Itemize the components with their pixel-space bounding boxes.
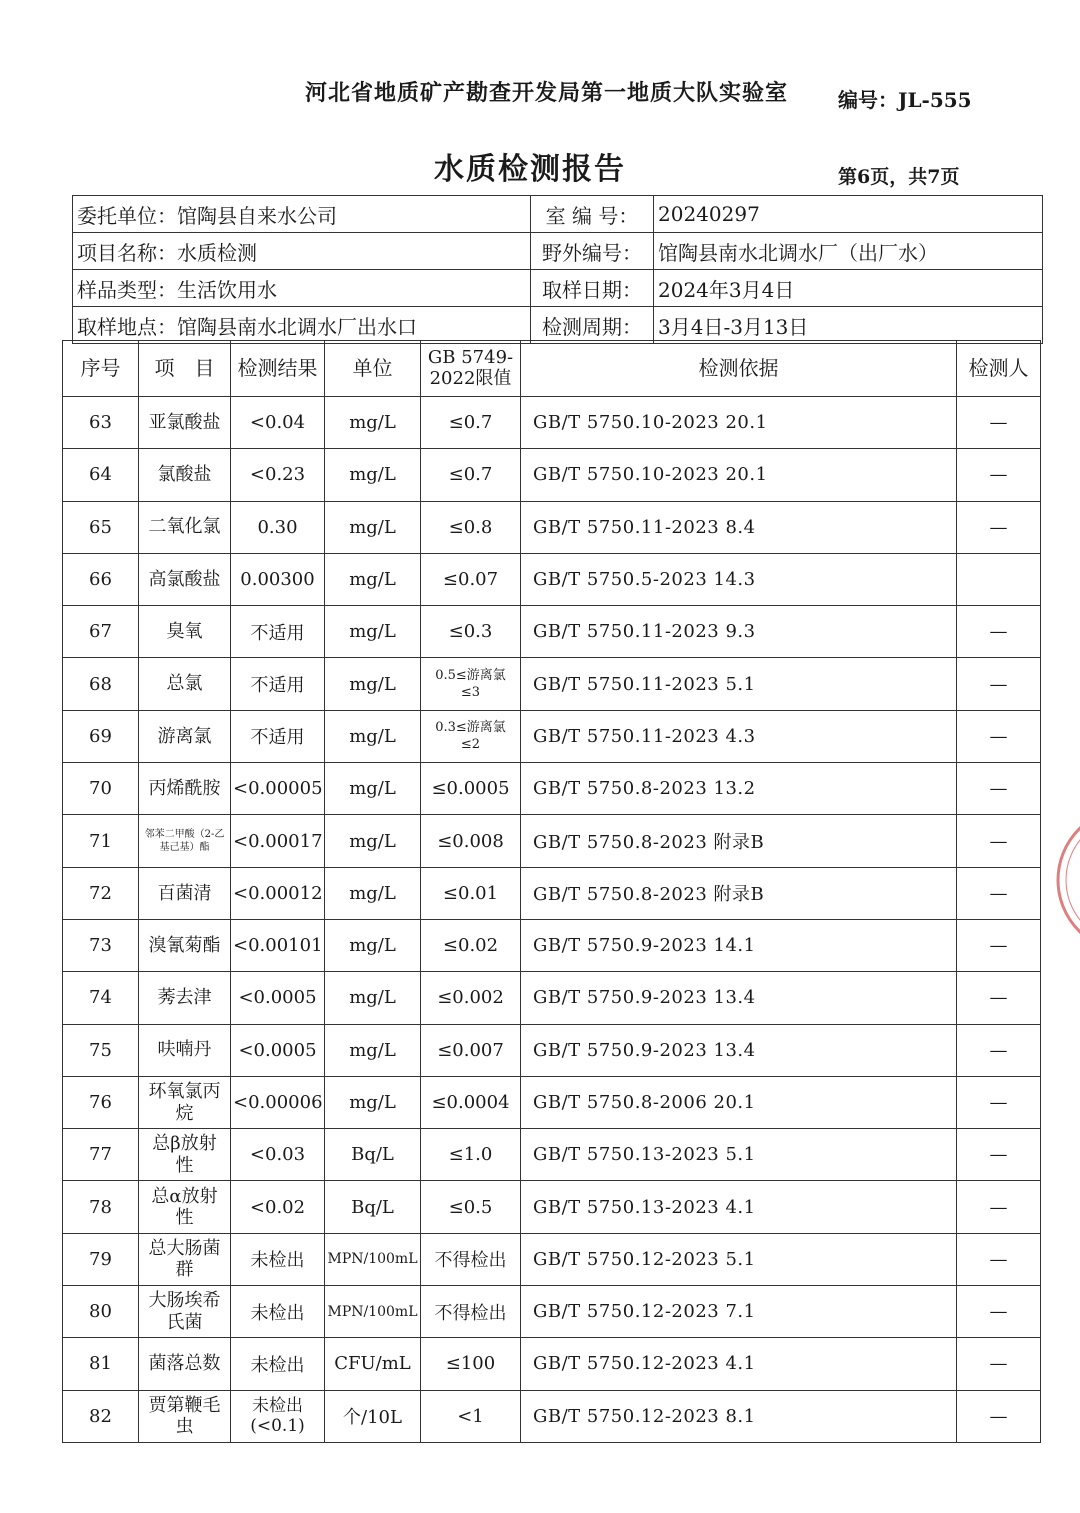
row-basis: GB/T 5750.13-2023 4.1 <box>521 1181 957 1233</box>
row-basis: GB/T 5750.8-2006 20.1 <box>521 1076 957 1128</box>
row-limit: ≤0.01 <box>421 867 521 919</box>
room-no-label: 室 编 号： <box>531 196 654 233</box>
row-result: 未检出 <box>231 1286 325 1338</box>
row-no: 63 <box>63 397 139 449</box>
table-row <box>63 397 1041 449</box>
row-unit: mg/L <box>325 763 421 815</box>
row-unit: mg/L <box>325 658 421 710</box>
table-row <box>63 867 1041 919</box>
row-basis: GB/T 5750.5-2023 14.3 <box>521 553 957 605</box>
row-unit: mg/L <box>325 867 421 919</box>
sample-type-value: 生活饮用水 <box>177 277 277 302</box>
row-result-line2: (<0.1) <box>250 1416 305 1437</box>
report-title: 水质检测报告 <box>434 152 626 187</box>
row-item-line2: 性 <box>175 1154 194 1176</box>
page-indicator: 第6页，共7页 <box>838 166 960 188</box>
row-tester: — <box>957 606 1041 658</box>
row-item: 呋喃丹 <box>139 1024 231 1076</box>
row-tester: — <box>957 1390 1041 1442</box>
period-value: 3月4日-3月13日 <box>654 307 1043 344</box>
row-item <box>139 1286 231 1338</box>
row-tester: — <box>957 1129 1041 1181</box>
row-tester: — <box>957 501 1041 553</box>
row-no: 76 <box>63 1076 139 1128</box>
row-no: 74 <box>63 972 139 1024</box>
sample-date-value: 2024年3月4日 <box>654 270 1043 307</box>
row-result: 不适用 <box>231 606 325 658</box>
header-tester: 检测人 <box>957 341 1041 397</box>
row-item-line1: 环氧氯丙 <box>148 1080 221 1102</box>
row-unit: Bq/L <box>325 1181 421 1233</box>
row-item-line2: 烷 <box>175 1102 194 1124</box>
row-result: <0.0005 <box>231 1024 325 1076</box>
row-result: <0.00012 <box>231 867 325 919</box>
row-tester: — <box>957 1181 1041 1233</box>
client-label: 委托单位： <box>77 203 177 228</box>
row-item <box>139 1076 231 1128</box>
sample-date-label: 取样日期： <box>531 270 654 307</box>
row-limit: ≤0.07 <box>421 553 521 605</box>
table-row <box>63 972 1041 1024</box>
row-result: <0.0005 <box>231 972 325 1024</box>
row-tester: — <box>957 1024 1041 1076</box>
table-row <box>63 501 1041 553</box>
row-no: 64 <box>63 449 139 501</box>
info-row <box>73 270 1043 307</box>
row-item-line1: 邻苯二甲酸（2-乙 <box>144 828 225 840</box>
row-tester: — <box>957 763 1041 815</box>
table-row <box>63 763 1041 815</box>
row-basis: GB/T 5750.9-2023 13.4 <box>521 972 957 1024</box>
row-item: 莠去津 <box>139 972 231 1024</box>
row-basis: GB/T 5750.8-2023 13.2 <box>521 763 957 815</box>
header-limit <box>421 341 521 397</box>
row-tester: — <box>957 1076 1041 1128</box>
row-no: 77 <box>63 1129 139 1181</box>
table-row <box>63 1338 1041 1390</box>
row-no: 79 <box>63 1233 139 1285</box>
row-result: 未检出 <box>231 1233 325 1285</box>
row-no: 82 <box>63 1390 139 1442</box>
lab-name: 河北省地质矿产勘查开发局第一地质大队实验室 <box>305 80 789 106</box>
room-no-value: 20240297 <box>654 196 1043 233</box>
row-item-line1: 大肠埃希 <box>148 1290 221 1312</box>
row-basis: GB/T 5750.12-2023 5.1 <box>521 1233 957 1285</box>
row-unit: MPN/100mL <box>325 1286 421 1338</box>
row-tester: — <box>957 658 1041 710</box>
row-item-line2: 基己基）酯 <box>159 842 210 854</box>
row-item-line2: 虫 <box>175 1416 194 1438</box>
row-limit-line1: 0.5≤游离氯 <box>435 667 506 683</box>
table-row <box>63 1076 1041 1128</box>
row-result: <0.02 <box>231 1181 325 1233</box>
row-limit: ≤0.0005 <box>421 763 521 815</box>
table-row <box>63 1129 1041 1181</box>
row-unit: MPN/100mL <box>325 1233 421 1285</box>
row-item <box>139 1233 231 1285</box>
row-item <box>139 1390 231 1442</box>
header-limit-line1: GB 5749- <box>427 346 514 368</box>
info-row <box>73 307 1043 344</box>
row-result <box>231 1390 325 1442</box>
table-row <box>63 1390 1041 1442</box>
row-unit: mg/L <box>325 1024 421 1076</box>
row-unit: mg/L <box>325 397 421 449</box>
header-limit-line2: 2022限值 <box>429 367 512 389</box>
row-basis: GB/T 5750.12-2023 8.1 <box>521 1390 957 1442</box>
row-item-line2: 性 <box>175 1207 194 1229</box>
row-item: 游离氯 <box>139 710 231 762</box>
row-unit: mg/L <box>325 710 421 762</box>
row-item: 丙烯酰胺 <box>139 763 231 815</box>
header-unit: 单位 <box>325 341 421 397</box>
document-number: 编号：JL-555 <box>838 88 972 112</box>
row-unit: Bq/L <box>325 1129 421 1181</box>
results-table <box>62 340 1041 1443</box>
header-basis: 检测依据 <box>521 341 957 397</box>
row-tester: — <box>957 710 1041 762</box>
row-item-line1: 总β放射 <box>152 1133 217 1155</box>
row-unit: mg/L <box>325 449 421 501</box>
row-limit: 不得检出 <box>421 1233 521 1285</box>
table-row <box>63 606 1041 658</box>
row-item: 菌落总数 <box>139 1338 231 1390</box>
table-row <box>63 449 1041 501</box>
row-limit: ≤0.02 <box>421 919 521 971</box>
row-result: <0.00005 <box>231 763 325 815</box>
row-tester: — <box>957 1233 1041 1285</box>
row-no: 73 <box>63 919 139 971</box>
row-item <box>139 1181 231 1233</box>
info-row <box>73 196 1043 233</box>
row-tester: — <box>957 972 1041 1024</box>
row-no: 80 <box>63 1286 139 1338</box>
table-row <box>63 1286 1041 1338</box>
sample-info-table <box>72 195 1043 344</box>
row-no: 72 <box>63 867 139 919</box>
row-tester: — <box>957 919 1041 971</box>
table-row <box>63 1233 1041 1285</box>
row-item-line1: 总α放射 <box>151 1185 218 1207</box>
project-label: 项目名称： <box>77 240 177 265</box>
row-limit: ≤0.007 <box>421 1024 521 1076</box>
row-tester: — <box>957 1338 1041 1390</box>
location-cell <box>73 307 531 344</box>
row-tester: — <box>957 397 1041 449</box>
row-basis: GB/T 5750.11-2023 9.3 <box>521 606 957 658</box>
row-unit: mg/L <box>325 501 421 553</box>
project-cell <box>73 233 531 270</box>
row-result: <0.00101 <box>231 919 325 971</box>
row-no: 65 <box>63 501 139 553</box>
row-result: 不适用 <box>231 710 325 762</box>
row-result: <0.00006 <box>231 1076 325 1128</box>
row-tester: — <box>957 815 1041 867</box>
row-limit: ≤0.0004 <box>421 1076 521 1128</box>
row-basis: GB/T 5750.11-2023 5.1 <box>521 658 957 710</box>
sample-type-label: 样品类型： <box>77 277 177 302</box>
row-limit: ≤0.8 <box>421 501 521 553</box>
row-unit: mg/L <box>325 606 421 658</box>
row-unit: CFU/mL <box>325 1338 421 1390</box>
table-row <box>63 553 1041 605</box>
row-item: 二氧化氯 <box>139 501 231 553</box>
row-tester <box>957 553 1041 605</box>
row-basis: GB/T 5750.8-2023 附录B <box>521 867 957 919</box>
row-item: 臭氧 <box>139 606 231 658</box>
row-unit: mg/L <box>325 1076 421 1128</box>
row-basis: GB/T 5750.12-2023 7.1 <box>521 1286 957 1338</box>
row-item: 总氯 <box>139 658 231 710</box>
row-limit: ≤1.0 <box>421 1129 521 1181</box>
row-result: 0.30 <box>231 501 325 553</box>
row-basis: GB/T 5750.9-2023 13.4 <box>521 1024 957 1076</box>
row-limit-line2: ≤3 <box>460 685 481 701</box>
client-value: 馆陶县自来水公司 <box>177 203 337 228</box>
row-item: 溴氰菊酯 <box>139 919 231 971</box>
row-basis: GB/T 5750.13-2023 5.1 <box>521 1129 957 1181</box>
row-item <box>139 815 231 867</box>
period-label: 检测周期： <box>531 307 654 344</box>
row-basis: GB/T 5750.8-2023 附录B <box>521 815 957 867</box>
row-limit-line1: 0.3≤游离氯 <box>435 719 506 735</box>
row-item: 高氯酸盐 <box>139 553 231 605</box>
row-limit: ≤0.008 <box>421 815 521 867</box>
table-row <box>63 658 1041 710</box>
location-value: 馆陶县南水北调水厂出水口 <box>177 314 417 339</box>
row-tester: — <box>957 867 1041 919</box>
row-result: <0.00017 <box>231 815 325 867</box>
row-basis: GB/T 5750.10-2023 20.1 <box>521 397 957 449</box>
row-limit <box>421 658 521 710</box>
row-result-line1: 未检出 <box>252 1395 303 1416</box>
row-tester: — <box>957 1286 1041 1338</box>
row-limit: ≤0.5 <box>421 1181 521 1233</box>
row-item: 百菌清 <box>139 867 231 919</box>
table-row <box>63 1024 1041 1076</box>
row-no: 70 <box>63 763 139 815</box>
row-result: <0.04 <box>231 397 325 449</box>
row-no: 66 <box>63 553 139 605</box>
project-value: 水质检测 <box>177 240 257 265</box>
row-no: 67 <box>63 606 139 658</box>
row-item-line2: 氏菌 <box>166 1311 203 1333</box>
header-no: 序号 <box>63 341 139 397</box>
row-unit: mg/L <box>325 553 421 605</box>
row-result: <0.23 <box>231 449 325 501</box>
row-basis: GB/T 5750.12-2023 4.1 <box>521 1338 957 1390</box>
row-unit: mg/L <box>325 815 421 867</box>
row-no: 78 <box>63 1181 139 1233</box>
sample-type-cell <box>73 270 531 307</box>
row-no: 68 <box>63 658 139 710</box>
table-row <box>63 815 1041 867</box>
location-label: 取样地点： <box>77 314 177 339</box>
official-seal <box>1040 800 1080 960</box>
row-basis: GB/T 5750.10-2023 20.1 <box>521 449 957 501</box>
info-row <box>73 233 1043 270</box>
row-no: 75 <box>63 1024 139 1076</box>
table-header-row <box>63 341 1041 397</box>
row-basis: GB/T 5750.9-2023 14.1 <box>521 919 957 971</box>
header-result: 检测结果 <box>231 341 325 397</box>
row-basis: GB/T 5750.11-2023 8.4 <box>521 501 957 553</box>
row-item-line1: 贾第鞭毛 <box>148 1394 221 1416</box>
row-limit: 不得检出 <box>421 1286 521 1338</box>
row-result: <0.03 <box>231 1129 325 1181</box>
row-result: 未检出 <box>231 1338 325 1390</box>
field-no-label: 野外编号： <box>531 233 654 270</box>
row-unit: mg/L <box>325 972 421 1024</box>
row-unit: 个/10L <box>325 1390 421 1442</box>
row-no: 69 <box>63 710 139 762</box>
row-limit: ≤0.002 <box>421 972 521 1024</box>
table-row <box>63 919 1041 971</box>
row-result: 0.00300 <box>231 553 325 605</box>
row-basis: GB/T 5750.11-2023 4.3 <box>521 710 957 762</box>
row-result: 不适用 <box>231 658 325 710</box>
row-item-line2: 群 <box>175 1259 194 1281</box>
row-limit: ≤0.7 <box>421 449 521 501</box>
field-no-value: 馆陶县南水北调水厂（出厂水） <box>654 233 1043 270</box>
header-item: 项 目 <box>139 341 231 397</box>
table-row <box>63 710 1041 762</box>
row-item: 亚氯酸盐 <box>139 397 231 449</box>
row-unit: mg/L <box>325 919 421 971</box>
row-no: 71 <box>63 815 139 867</box>
row-no: 81 <box>63 1338 139 1390</box>
row-item-line1: 总大肠菌 <box>148 1237 221 1259</box>
row-item: 氯酸盐 <box>139 449 231 501</box>
row-limit: ≤0.3 <box>421 606 521 658</box>
row-limit <box>421 710 521 762</box>
row-tester: — <box>957 449 1041 501</box>
row-item <box>139 1129 231 1181</box>
row-limit: ≤100 <box>421 1338 521 1390</box>
row-limit: ≤0.7 <box>421 397 521 449</box>
row-limit-line2: ≤2 <box>460 737 481 753</box>
table-row <box>63 1181 1041 1233</box>
row-limit: <1 <box>421 1390 521 1442</box>
client-cell <box>73 196 531 233</box>
